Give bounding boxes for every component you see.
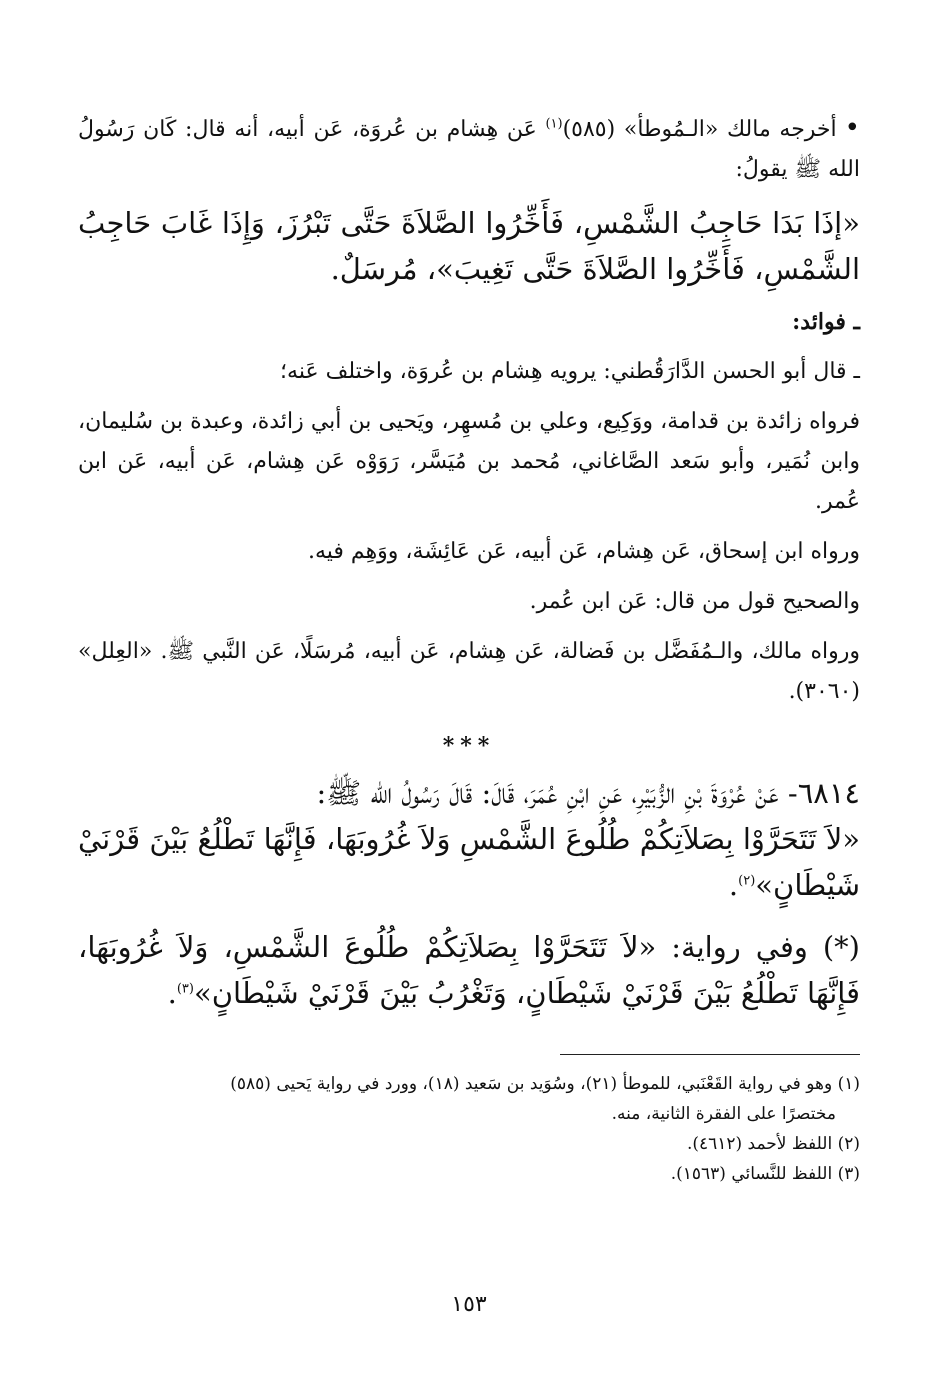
daraqutni-line: ـ قال أبو الحسن الدَّارَقُطني: يرويه هِشام بن عُروَة، واختلف عَنه؛: [280, 359, 860, 384]
footnote-1-line-1: (١) وهو في رواية القَعْنَبي، للموطأ (٢١)، وسُوَيد بن سَعيد (١٨)، وورد في رواية يَحيى (٥٨٥): [230, 1074, 860, 1094]
footnote-divider: [560, 1054, 860, 1055]
paragraph-3: والصحيح قول من قال: عَن ابن عُمر.: [529, 589, 860, 614]
hadith-text-2: [78, 816, 860, 908]
intro-text-cont: عَن هِشام بن عُروَة، عَن أبيه، أنه قال: كَان رَسُولُ الله ﷺ يقولُ:: [78, 117, 860, 182]
hadith-text-1: «إذَا بَدَا حَاجِبُ الشَّمْسِ، فَأَخِّرُوا الصَّلاَةَ حَتَّى تَبْرُزَ، وَإِذَا غَابَ حَاجِبُ الشَّمْسِ، فَأَخِّرُوا الصَّلاَةَ حَتَّى تَغِيبَ»، مُرسَلٌ.: [78, 206, 860, 286]
bullet-icon: •: [844, 113, 860, 143]
hadith-2-end: .: [728, 868, 739, 902]
intro-paragraph: [78, 108, 860, 190]
riwaya-end: .: [167, 976, 177, 1010]
footnote-ref-2[interactable]: (٢): [738, 873, 756, 889]
footnote-2: (٢) اللفظ لأحمد (٤٦١٢).: [686, 1134, 860, 1154]
footnote-ref-3[interactable]: (٣): [176, 981, 194, 997]
riwaya-body: (*) وفي رواية: «لاَ تَتَحَرَّوْا بِصَلاَتِكُمْ طُلُوعَ الشَّمْسِ، وَلاَ غُرُوبَهَا، فَإِنَّهَا تَطْلُعُ بَيْنَ قَرْنَيْ شَيْطَانٍ، وَتَغْرُبُ بَيْنَ قَرْنَيْ شَيْطَانٍ»: [78, 930, 860, 1010]
hadith-chain: عَنْ عُرْوَةَ بْنِ الزُّبَيْرِ، عَنِ ابْنِ عُمَرَ، قَالَ: قَالَ رَسُولُ الله ﷺ:: [316, 776, 779, 810]
paragraph-2: ورواه ابن إسحاق، عَن هِشام، عَن أبيه، عَن عَائِشَة، ووَهِم فيه.: [308, 539, 860, 564]
paragraph-1: فرواه زائدة بن قدامة، ووَكِيع، وعلي بن مُسهِر، ويَحيى بن أبي زائدة، وعبدة بن سُليمان، وابن نُمَير، وأبو سَعد الصَّاغاني، مُحمد بن مُيَسَّر، رَوَوْه عَن هِشام، عَن أبيه، عَن ابن عُمر.: [78, 409, 860, 514]
hadith-number: ٦٨١٤-: [778, 776, 860, 810]
riwaya-text: [78, 924, 860, 1016]
fawaid-heading: ـ فوائد:: [792, 309, 860, 335]
separator-stars: ***: [442, 733, 496, 759]
footnote-ref-1[interactable]: (١): [545, 116, 563, 132]
footnotes: [78, 1069, 860, 1189]
footnote-1-line-2: مختصرًا على الفقرة الثانية، منه.: [611, 1104, 836, 1124]
hadith-2-body: «لاَ تَتَحَرَّوْا بِصَلاَتِكُمْ طُلُوعَ الشَّمْسِ وَلاَ غُرُوبَهَا، فَإِنَّهَا تَطْلُعُ بَيْنَ قَرْنَيْ شَيْطَانٍ»: [78, 822, 860, 902]
hadith-header: [78, 770, 860, 816]
page-number: ١٥٣: [451, 1292, 487, 1317]
footnote-3: (٣) اللفظ للنَّسائي (١٥٦٣).: [670, 1164, 860, 1184]
paragraph-4: ورواه مالك، والـمُفَضَّل بن فَضالة، عَن هِشام، عَن أبيه، مُرسَلًا، عَن النَّبي ﷺ. «العِلل» (٣٠٦٠).: [78, 639, 860, 704]
intro-text: أخرجه مالك «الـمُوطأ» (٥٨٥): [562, 117, 837, 142]
